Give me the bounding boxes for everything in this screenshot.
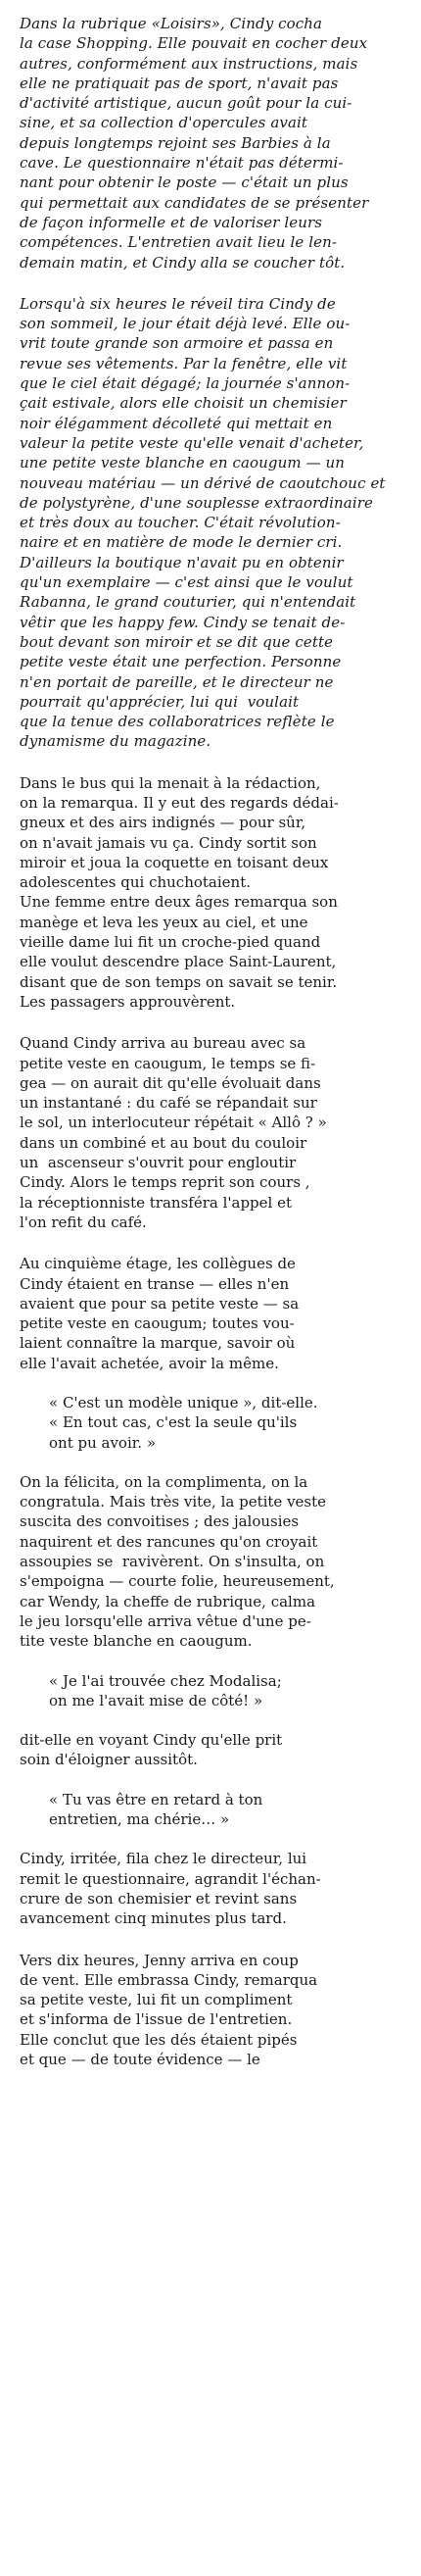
text-line: naire et en matière de mode le dernier cri. — [20, 533, 343, 552]
text-line: Rabanna, le grand couturier, qui n'entendait — [20, 593, 356, 612]
paragraph-gap — [20, 752, 403, 773]
text-line: elle l'avait achetée, avoir la même. — [20, 1354, 279, 1372]
text-line: son sommeil, le jour était déjà levé. Elle ou- — [20, 315, 351, 333]
text-line: sine, et sa collection d'opercules avait — [20, 114, 308, 132]
text-line: Les passagers approuvèrent. — [20, 992, 236, 1011]
text-line: « C'est un modèle unique », dit-elle. — [49, 1394, 318, 1412]
text-line: et très doux au toucher. C'était révolution- — [20, 514, 341, 532]
text-line: et s'informa de l'issue de l'entretien. — [20, 2010, 293, 2029]
text-line: petite veste en caougum; toutes vou- — [20, 1314, 295, 1333]
text-line: de façon informelle et de valoriser leurs — [20, 213, 323, 231]
text-line: vrit toute grande son armoire et passa en — [20, 334, 334, 353]
text-line: demain matin, et Cindy alla se coucher tôt. — [20, 253, 346, 272]
text-line: de polystyrène, d'une souplesse extraordinaire — [20, 493, 373, 512]
paragraph-gap — [20, 1770, 403, 1790]
paragraph-gap — [20, 1373, 403, 1393]
paragraph-loisirs — [20, 14, 403, 272]
text-line: de vent. Elle embrassa Cindy, remarqua — [20, 1970, 318, 1989]
text-line: Cindy. Alors le temps reprit son cours , — [20, 1173, 310, 1192]
paragraph-irritee — [20, 1849, 403, 1928]
paragraph-bureau — [20, 1033, 403, 1232]
text-line: elle voulut descendre place Saint-Laurent, — [20, 953, 337, 971]
text-line: cave. Le questionnaire n'était pas détermi- — [20, 154, 344, 173]
text-line: Au cinquième étage, les collègues de — [20, 1255, 296, 1273]
text-line: un ascenseur s'ouvrit pour engloutir — [20, 1154, 297, 1172]
text-line: que la tenue des collaboratrices reflète le — [20, 713, 335, 731]
text-line: Elle conclut que les dés étaient pipés — [20, 2030, 298, 2049]
paragraph-dit-elle — [20, 1730, 403, 1770]
text-line: autres, conformément aux instructions, mais — [20, 54, 358, 73]
text-line: nouveau matériau — un dérivé de caoutchouc et — [20, 473, 386, 492]
paragraph-gap — [20, 1652, 403, 1671]
text-line: d'activité artistique, aucun goût pour la cui- — [20, 94, 352, 113]
paragraph-cinquieme-etage — [20, 1254, 403, 1373]
text-line: revue ses vêtements. Par la fenêtre, elle vit — [20, 354, 348, 372]
paragraph-gap — [20, 1829, 403, 1849]
text-line: n'en portait de pareille, et le directeur ne — [20, 672, 334, 691]
text-line: un instantané : du café se répandait sur — [20, 1094, 317, 1113]
text-line: la case Shopping. Elle pouvait en cocher deux — [20, 34, 368, 53]
text-line: D'ailleurs la boutique n'avait pu en obtenir — [20, 553, 344, 571]
text-line: « Je l'ai trouvée chez Modalisa; — [49, 1671, 282, 1690]
paragraph-gap — [20, 1012, 403, 1033]
text-line: car Wendy, la cheffe de rubrique, calma — [20, 1592, 316, 1610]
text-line: « Tu vas être en retard à ton — [49, 1790, 263, 1808]
text-line: dans un combiné et au bout du couloir — [20, 1133, 307, 1152]
text-line: on n'avait jamais vu ça. Cindy sortit son — [20, 833, 317, 852]
text-line: qui permettait aux candidates de se présenter — [20, 193, 369, 212]
text-line: petite veste était une perfection. Personne — [20, 653, 342, 671]
text-line: congratula. Mais très vite, la petite veste — [20, 1493, 327, 1511]
text-line: Dans la rubrique «Loisirs», Cindy cocha — [20, 15, 323, 32]
text-line: le jeu lorsqu'elle arriva vêtue d'une pe- — [20, 1611, 311, 1630]
text-line: dit-elle en voyant Cindy qu'elle prit — [20, 1731, 283, 1750]
text-line: tite veste blanche en caougum. — [20, 1632, 253, 1651]
quote-retard — [20, 1790, 403, 1830]
text-line: vieille dame lui fit un croche-pied quand — [20, 933, 321, 952]
text-line: bout devant son miroir et se dit que cette — [20, 632, 334, 651]
text-line: Vers dix heures, Jenny arriva en coup — [20, 1951, 299, 1969]
text-line: l'on refit du café. — [20, 1213, 147, 1231]
quote-modalisa — [20, 1671, 403, 1711]
text-line: vêtir que les happy few. Cindy se tenait de- — [20, 613, 346, 631]
paragraph-gap — [20, 272, 403, 294]
text-line: une petite veste blanche en caougum — un — [20, 454, 346, 472]
text-line: entretien, ma chérie… » — [49, 1810, 230, 1829]
text-line: nant pour obtenir le poste — c'était un plus — [20, 173, 349, 192]
text-line: gea — on aurait dit qu'elle évoluait dans — [20, 1073, 321, 1092]
text-line: on me l'avait mise de côté! » — [49, 1691, 263, 1709]
text-line: Quand Cindy arriva au bureau avec sa — [20, 1034, 306, 1053]
text-line: gneux et des airs indignés — pour sûr, — [20, 814, 306, 832]
text-line: adolescentes qui chuchotaient. — [20, 873, 252, 892]
text-line: assoupies se ravivèrent. On s'insulta, on — [20, 1553, 325, 1571]
text-line: Lorsqu'à six heures le réveil tira Cindy de — [20, 294, 336, 313]
text-line: et que — de toute évidence — le — [20, 2051, 260, 2069]
text-line: petite veste en caougum, le temps se fi- — [20, 1054, 316, 1072]
quote-modele-unique — [20, 1393, 403, 1453]
text-line: laient connaître la marque, savoir où — [20, 1334, 296, 1353]
paragraph-jenny — [20, 1951, 403, 2070]
text-line: crure de son chemisier et revint sans — [20, 1889, 298, 1907]
text-line: soin d'éloigner aussitôt. — [20, 1751, 198, 1769]
text-line: ont pu avoir. » — [49, 1433, 156, 1452]
text-line: Cindy étaient en transe — elles n'en — [20, 1274, 290, 1293]
paragraph-bus — [20, 773, 403, 1013]
text-line: s'empoigna — courte folie, heureusement, — [20, 1572, 335, 1591]
paragraph-felicita — [20, 1472, 403, 1652]
text-line: pourrait qu'apprécier, lui qui voulait — [20, 692, 300, 711]
text-line: Dans le bus qui la menait à la rédaction, — [20, 773, 321, 792]
text-line: On la félicita, on la complimenta, on la — [20, 1472, 308, 1491]
text-line: depuis longtemps rejoint ses Barbies à la — [20, 133, 331, 152]
paragraph-gap — [20, 1710, 403, 1730]
text-line: qu'un exemplaire — c'est ainsi que le voulut — [20, 573, 353, 592]
text-line: noir élégamment décolleté qui mettait en — [20, 414, 333, 432]
text-line: avancement cinq minutes plus tard. — [20, 1909, 287, 1928]
paragraph-gap — [20, 1929, 403, 1951]
text-line: Cindy, irritée, fila chez le directeur, lui — [20, 1850, 307, 1868]
text-line: elle ne pratiquait pas de sport, n'avait pas — [20, 74, 339, 92]
text-line: la réceptionniste transféra l'appel et — [20, 1193, 293, 1212]
text-line: le sol, un interlocuteur répétait « Allô ? » — [20, 1114, 327, 1132]
text-line: avaient que pour sa petite veste — sa — [20, 1294, 300, 1313]
paragraph-reveil — [20, 294, 403, 752]
text-line: Une femme entre deux âges remarqua son — [20, 893, 338, 912]
paragraph-gap — [20, 1453, 403, 1472]
text-line: çait estivale, alors elle choisit un chemisier — [20, 394, 347, 413]
text-line: suscita des convoitises ; des jalousies — [20, 1512, 300, 1531]
text-line: que le ciel était dégagé; la journée s'annon- — [20, 374, 351, 393]
text-line: dynamisme du magazine. — [20, 732, 211, 751]
text-line: valeur la petite veste qu'elle venait d'acheter, — [20, 433, 364, 452]
text-line: remit le questionnaire, agrandit l'échan- — [20, 1869, 321, 1888]
paragraph-gap — [20, 1232, 403, 1254]
text-line: naquirent et des rancunes qu'on croyait — [20, 1532, 318, 1551]
text-line: on la remarqua. Il y eut des regards dédai- — [20, 793, 339, 812]
text-line: miroir et joua la coquette en toisant deux — [20, 853, 329, 871]
text-line: compétences. L'entretien avait lieu le len- — [20, 233, 338, 252]
text-line: manège et leva les yeux au ciel, et une — [20, 913, 308, 931]
text-line: sa petite veste, lui fit un compliment — [20, 1991, 293, 2009]
text-line: « En tout cas, c'est la seule qu'ils — [49, 1413, 298, 1432]
text-line: disant que de son temps on savait se tenir. — [20, 972, 338, 991]
